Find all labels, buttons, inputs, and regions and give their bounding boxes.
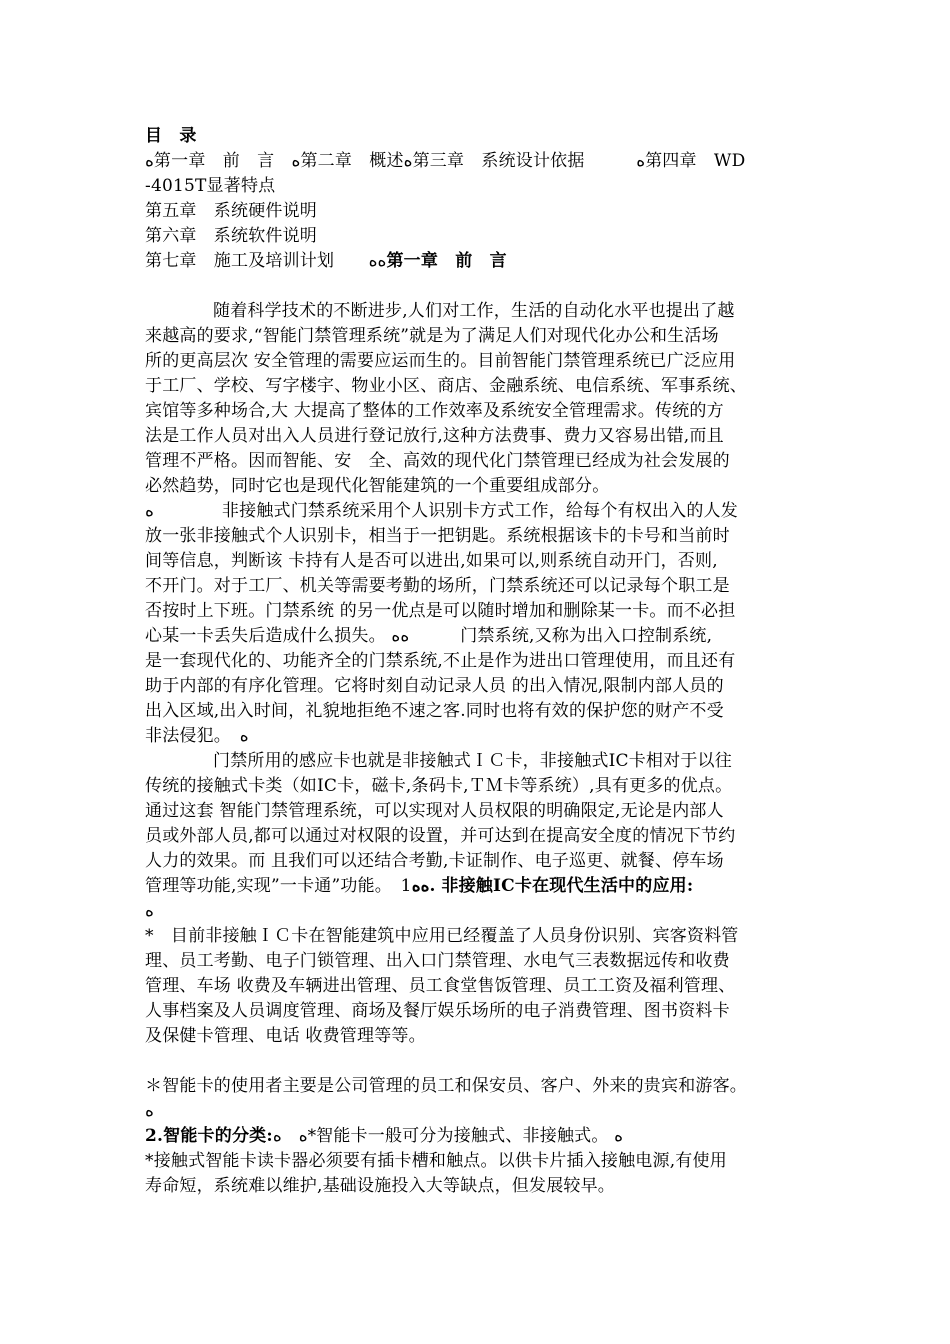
document-page <box>145 124 810 1199</box>
paragraph-ic-card <box>145 749 810 924</box>
para-line: 非法侵犯。 ﻩ <box>145 726 249 746</box>
para-line: 管理不严格。因而智能、安 全、高效的现代化门禁管理已经成为社会发展的 <box>145 451 730 471</box>
para-line: 通过这套 智能门禁管理系统，可以实现对人员权限的明确限定,无论是内部人 <box>145 801 724 821</box>
para-line: 于工厂、学校、写字楼宇、物业小区、商店、金融系统、电信系统、军事系统、 <box>145 376 747 396</box>
para-line: *接触式智能卡读卡器必须要有插卡槽和触点。以供卡片插入接触电源,有使用 <box>145 1151 727 1171</box>
toc-line-5 <box>145 249 810 274</box>
para-line: 不开门。对于工厂、机关等需要考勤的场所，门禁系统还可以记录每个职工是 <box>145 576 730 596</box>
spacer <box>145 274 810 299</box>
para-line: 法是工作人员对出入人员进行登记放行,这种方法费事、费力又容易出错,而且 <box>145 426 724 446</box>
section-2-text: ﻩ ﻩ*智能卡一般可分为接触式、非接触式。 ﻩ <box>272 1126 624 1146</box>
toc-line-1: ﻩ第一章 前 言 ﻩ第二章 概述ﻩ第三章 系统设计依据 ﻩ第四章 WD <box>145 151 746 171</box>
para-line: 管理、车场 收费及车辆进出管理、员工食堂售饭管理、员工工资及福利管理、 <box>145 976 736 996</box>
para-line: 否按时上下班。门禁系统 的另一优点是可以随时增加和删除某一卡。而不必担 <box>145 601 736 621</box>
para-line: * 目前非接触ＩＣ卡在智能建筑中应用已经覆盖了人员身份识别、宾客资料管 <box>145 926 739 946</box>
para-line: 出入区域,出入时间，礼貌地拒绝不速之客.同时也将有效的保护您的财产不受 <box>145 701 724 721</box>
para-card-users: ＊智能卡的使用者主要是公司管理的员工和保安员、客户、外来的贵宾和游客。 <box>145 1076 747 1096</box>
para-line: 放一张非接触式个人识别卡，相当于一把钥匙。系统根据该卡的卡号和当前时 <box>145 526 730 546</box>
para-line: 及保健卡管理、电话 收费管理等等。 <box>145 1026 426 1046</box>
para-line: 必然趋势，同时它也是现代化智能建筑的一个重要组成部分。 <box>145 476 610 496</box>
section-2-line <box>145 1124 810 1149</box>
para-line: 宾馆等多种场合,大 大提高了整体的工作效率及系统安全管理需求。传统的方 <box>145 401 724 421</box>
para-line: 人力的效果。而 且我们可以还结合考勤,卡证制作、电子巡更、就餐、停车场 <box>145 851 724 871</box>
para-line: 员或外部人员,都可以通过对权限的设置，并可达到在提高安全度的情况下节约 <box>145 826 736 846</box>
para-line: ﻩ 非接触式门禁系统采用个人识别卡方式工作，给每个有权出入的人发 <box>145 501 738 521</box>
symbol-line: ﻩ <box>145 901 154 921</box>
para-line: 随着科学技术的不断进步,人们对工作，生活的自动化水平也提出了越 <box>213 301 735 321</box>
toc-line-2: -4015T显著特点 <box>145 176 276 196</box>
para-line: 间等信息，判断该 卡持有人是否可以进出,如果可以,则系统自动开门，否则, <box>145 551 718 571</box>
toc-line-3: 第五章 系统硬件说明 <box>145 201 317 221</box>
section-2-heading: 2.智能卡的分类: <box>145 1126 273 1146</box>
chapter-1-title: 第一章 前 言 <box>386 251 507 271</box>
toc-line-5-text: 第七章 施工及培训计划 ﻩﻩ <box>145 251 387 271</box>
paragraph-intro <box>145 299 810 499</box>
para-line: 心某一卡丢失后造成什么损失。 ﻩﻩ 门禁系统,又称为出入口控制系统, <box>145 626 713 646</box>
para-line: 寿命短，系统难以维护,基础设施投入大等缺点，但发展较早。 <box>145 1176 616 1196</box>
section-1-heading: ﻩﻩ. 非接触IC卡在现代生活中的应用: <box>411 876 694 896</box>
para-line: 理、员工考勤、电子门锁管理、出入口门禁管理、水电气三表数据远传和收费 <box>145 951 730 971</box>
toc-heading: 目 录 <box>145 126 197 146</box>
para-line: 所的更高层次 安全管理的需要应运而生的。目前智能门禁管理系统已广泛应用 <box>145 351 736 371</box>
paragraph-applications <box>145 924 810 1049</box>
para-line: 是一套现代化的、功能齐全的门禁系统,不止是作为进出口管理使用，而且还有 <box>145 651 736 671</box>
para-line <box>145 874 810 899</box>
paragraph-contactless-system <box>145 499 810 749</box>
para-line: 助于内部的有序化管理。它将时刻自动记录人员 的出入情况,限制内部人员的 <box>145 676 724 696</box>
para-line: 门禁所用的感应卡也就是非接触式ＩＣ卡，非接触式IC卡相对于以往 <box>213 751 732 771</box>
para-line: 人事档案及人员调度管理、商场及餐厅娱乐场所的电子消费管理、图书资料卡 <box>145 1001 730 1021</box>
paragraph-contact-card <box>145 1149 810 1199</box>
spacer <box>145 1049 810 1074</box>
para-line: 传统的接触式卡类（如IC卡，磁卡,条码卡,ＴＭ卡等系统）,具有更多的优点。 <box>145 776 733 796</box>
para-line: 来越高的要求,“智能门禁管理系统”就是为了满足人们对现代化办公和生活场 <box>145 326 719 346</box>
para-3-last-text: 管理等功能,实现”一卡通”功能。 1 <box>145 876 412 896</box>
toc-line-4: 第六章 系统软件说明 <box>145 226 317 246</box>
symbol-line: ﻩ <box>145 1101 154 1121</box>
